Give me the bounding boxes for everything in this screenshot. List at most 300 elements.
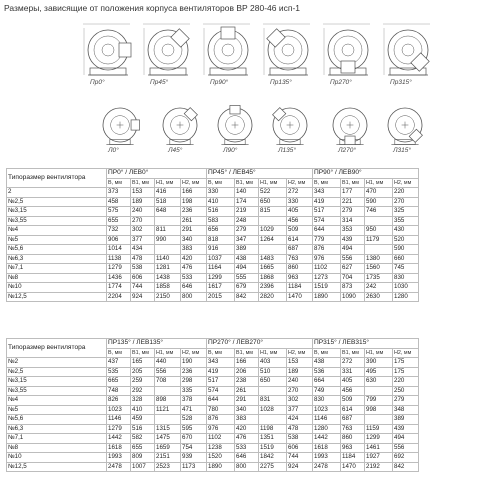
dimension-value-cell: 990 [155, 235, 181, 245]
dimension-value-cell: 614 [287, 235, 313, 245]
fan-size-cell: №7,1 [7, 434, 107, 444]
fan-size-cell: №3,15 [7, 207, 107, 217]
dimension-value-cell: 238 [235, 377, 259, 387]
dimension-value-cell: 1890 [207, 462, 235, 472]
table-row [7, 453, 419, 463]
dimension-value-cell: 348 [393, 405, 419, 415]
dimension-value-cell: 1442 [313, 434, 341, 444]
dimension-value-cell: 424 [287, 415, 313, 425]
table-row [7, 264, 419, 274]
fan-drawing-front [218, 105, 252, 144]
dimension-value-cell: 538 [131, 264, 155, 274]
dimension-value-cell: 410 [207, 197, 235, 207]
dimension-value-cell: 343 [313, 188, 341, 198]
dimension-value-cell: 330 [207, 188, 235, 198]
dimension-value-cell: 259 [131, 377, 155, 387]
dimension-value-cell: 1351 [259, 434, 287, 444]
dimension-value-cell: 343 [207, 358, 235, 368]
dimension-value-cell: 174 [235, 197, 259, 207]
dimension-value-cell: 335 [181, 386, 207, 396]
dimension-value-cell: 476 [181, 264, 207, 274]
dimension-value-cell: 2478 [313, 462, 341, 472]
dimension-value-cell: 430 [393, 226, 419, 236]
fan-size-cell: №5,6 [7, 415, 107, 425]
dimension-value-cell: 1023 [107, 405, 131, 415]
dimension-value-cell: 279 [235, 226, 259, 236]
table-row [7, 207, 419, 217]
dimension-value-cell: 2151 [155, 453, 181, 463]
fan-drawing-front [388, 108, 422, 145]
fan-size-cell: №12,5 [7, 292, 107, 302]
table-row [7, 443, 419, 453]
dimension-value-cell: 291 [181, 226, 207, 236]
dimension-value-cell: 1138 [107, 254, 131, 264]
dimension-value-cell: 198 [181, 197, 207, 207]
dimension-value-cell: 646 [181, 283, 207, 293]
dimension-value-cell [365, 415, 393, 425]
dimension-value-cell: 1617 [207, 283, 235, 293]
dimension-value-cell: 1735 [365, 273, 393, 283]
dimension-value-cell: 1299 [207, 273, 235, 283]
dimension-value-cell: 655 [107, 216, 131, 226]
dimension-value-cell: 1090 [341, 292, 365, 302]
dimension-value-cell: 518 [155, 197, 181, 207]
dimension-value-cell: 876 [313, 245, 341, 255]
dimension-value-cell: 1618 [313, 443, 341, 453]
dimension-value-cell: 860 [341, 434, 365, 444]
dimension-value-cell: 153 [287, 358, 313, 368]
dimension-column-header: B1, мм [131, 178, 155, 188]
dimension-value-cell: 2523 [155, 462, 181, 472]
dimension-value-cell: 818 [207, 235, 235, 245]
dimension-value-cell: 1519 [313, 283, 341, 293]
fan-drawing-side [383, 24, 430, 75]
table-row [7, 424, 419, 434]
dimension-value-cell: 2630 [365, 292, 393, 302]
dimension-column-header: H2, мм [287, 348, 313, 358]
table-corner-header: Типоразмер вентилятора [7, 169, 107, 188]
dimension-value-cell: 528 [181, 415, 207, 425]
dimension-value-cell: 1438 [155, 273, 181, 283]
dimension-value-cell: 664 [313, 377, 341, 387]
dimension-value-cell: 799 [365, 396, 393, 406]
dimension-value-cell: 355 [393, 216, 419, 226]
dimension-value-cell: 494 [341, 245, 365, 255]
dimensions-table-1 [6, 168, 419, 302]
dimension-value-cell: 679 [235, 283, 259, 293]
dimension-value-cell: 495 [365, 367, 393, 377]
dimension-value-cell: 175 [393, 358, 419, 368]
dimension-column-header: B, мм [313, 348, 341, 358]
dimension-value-cell: 646 [235, 453, 259, 463]
dimension-value-cell: 1774 [107, 283, 131, 293]
dimension-value-cell: 1993 [313, 453, 341, 463]
dimension-value-cell: 1121 [155, 405, 181, 415]
dimension-value-cell: 749 [313, 386, 341, 396]
dimension-column-header: H1, мм [259, 348, 287, 358]
fan-size-cell: №8 [7, 273, 107, 283]
dimension-value-cell: 240 [131, 207, 155, 217]
dimension-value-cell: 575 [107, 207, 131, 217]
dimension-value-cell: 800 [181, 292, 207, 302]
dimension-value-cell: 556 [341, 254, 365, 264]
fan-size-cell: №4 [7, 226, 107, 236]
dimension-value-cell: 439 [341, 235, 365, 245]
dimension-column-header: H2, мм [393, 348, 419, 358]
table-row [7, 358, 419, 368]
dimension-value-cell: 272 [287, 188, 313, 198]
dimension-value-cell: 494 [235, 264, 259, 274]
dimension-value-cell [365, 386, 393, 396]
dimension-value-cell: 655 [131, 443, 155, 453]
dimension-value-cell [259, 415, 287, 425]
dimension-column-header: H2, мм [181, 348, 207, 358]
page-title: Размеры, зависящие от положения корпуса вентиляторов ВР 280-46 исп-1 [4, 3, 301, 13]
table-row [7, 245, 419, 255]
dimension-value-cell: 1520 [207, 453, 235, 463]
dimension-value-cell: 1281 [155, 264, 181, 274]
dimension-column-header: B, мм [107, 178, 131, 188]
dimension-value-cell: 291 [235, 396, 259, 406]
dimension-column-header: B1, мм [235, 178, 259, 188]
dimension-column-header: H1, мм [155, 348, 181, 358]
fan-size-cell: №5,6 [7, 245, 107, 255]
fan-drawing-side [323, 24, 370, 75]
dimension-value-cell: 1140 [155, 254, 181, 264]
dimension-value-cell: 494 [393, 434, 419, 444]
dimension-value-cell: 830 [393, 273, 419, 283]
dimension-value-cell: 1890 [313, 292, 341, 302]
dimension-value-cell: 906 [107, 235, 131, 245]
dimension-value-cell: 670 [181, 434, 207, 444]
fan-size-cell: №2,5 [7, 197, 107, 207]
dimension-value-cell: 459 [131, 415, 155, 425]
fan-drawing-front [163, 108, 197, 145]
dimension-value-cell: 1470 [287, 292, 313, 302]
dimension-value-cell: 438 [235, 254, 259, 264]
dimension-value-cell: 220 [393, 188, 419, 198]
dimension-value-cell: 270 [393, 197, 419, 207]
table-row [7, 405, 419, 415]
dimension-value-cell: 976 [313, 254, 341, 264]
dimensions-table-2 [6, 338, 419, 472]
dimension-value-cell: 1198 [259, 424, 287, 434]
dimension-value-cell: 272 [341, 358, 365, 368]
dimension-value-cell: 420 [181, 254, 207, 264]
fan-drawing-label: Пр270° [330, 79, 352, 86]
dimension-value-cell: 416 [155, 188, 181, 198]
dimension-value-cell: 1858 [155, 283, 181, 293]
dimension-value-cell: 437 [107, 358, 131, 368]
dimension-value-cell: 583 [207, 216, 235, 226]
table-row [7, 367, 419, 377]
dimension-value-cell: 590 [365, 197, 393, 207]
dimension-value-cell: 1173 [181, 462, 207, 472]
dimension-value-cell: 876 [207, 415, 235, 425]
fan-size-cell: №10 [7, 453, 107, 463]
table-row [7, 188, 419, 198]
dimension-value-cell: 190 [181, 358, 207, 368]
fan-drawing-label: Пр315° [390, 79, 412, 86]
table-row [7, 197, 419, 207]
dimension-value-cell: 510 [259, 367, 287, 377]
dimension-value-cell: 458 [107, 197, 131, 207]
dimension-value-cell: 476 [235, 434, 259, 444]
dimension-value-cell: 1279 [107, 264, 131, 274]
dimension-value-cell: 1927 [365, 453, 393, 463]
position-group-header: ПР135° / ЛЕВ135° [107, 339, 207, 349]
dimension-value-cell: 389 [393, 415, 419, 425]
table-row [7, 386, 419, 396]
dimension-value-cell: 516 [207, 207, 235, 217]
dimension-value-cell: 1037 [207, 254, 235, 264]
dimension-value-cell: 1475 [155, 434, 181, 444]
dimension-column-header: B1, мм [341, 178, 365, 188]
dimension-value-cell: 763 [341, 424, 365, 434]
dimension-value-cell: 614 [341, 405, 365, 415]
dimension-value-cell: 809 [131, 453, 155, 463]
fan-size-cell: №5 [7, 405, 107, 415]
dimension-value-cell: 860 [287, 264, 313, 274]
dimension-value-cell: 1030 [393, 283, 419, 293]
dimension-value-cell: 898 [155, 396, 181, 406]
dimension-value-cell: 1299 [365, 434, 393, 444]
table-row [7, 283, 419, 293]
table-row [7, 226, 419, 236]
dimension-value-cell: 1483 [259, 254, 287, 264]
dimension-value-cell: 405 [341, 377, 365, 387]
dimension-value-cell [365, 216, 393, 226]
fan-size-cell: №6,3 [7, 424, 107, 434]
dimension-value-cell: 748 [107, 386, 131, 396]
dimension-value-cell: 153 [131, 188, 155, 198]
dimension-value-cell: 410 [131, 405, 155, 415]
table-row [7, 235, 419, 245]
fan-drawing-side [83, 24, 131, 75]
dimension-value-cell: 248 [235, 216, 259, 226]
fan-drawing-side [203, 24, 250, 75]
dimension-value-cell: 687 [341, 415, 365, 425]
fan-drawing-front [333, 108, 367, 145]
dimension-value-cell [365, 245, 393, 255]
dimension-value-cell: 2396 [259, 283, 287, 293]
dimension-value-cell: 1164 [207, 264, 235, 274]
dimension-value-cell: 1184 [287, 283, 313, 293]
dimension-value-cell: 377 [131, 235, 155, 245]
dimension-value-cell: 842 [235, 292, 259, 302]
dimension-column-header: H2, мм [181, 178, 207, 188]
fan-drawing-label: Л270° [338, 147, 357, 155]
dimension-value-cell: 950 [365, 226, 393, 236]
fan-drawing-label: Пр90° [210, 79, 229, 86]
dimension-value-cell: 704 [341, 273, 365, 283]
dimension-value-cell: 538 [287, 434, 313, 444]
dimension-value-cell: 340 [181, 235, 207, 245]
dimension-value-cell: 831 [259, 396, 287, 406]
table-row [7, 415, 419, 425]
dimension-value-cell: 292 [131, 386, 155, 396]
dimension-value-cell: 456 [341, 386, 365, 396]
dimension-column-header: H1, мм [365, 348, 393, 358]
dimension-value-cell: 325 [393, 207, 419, 217]
position-group-header: ПР270° / ЛЕВ270° [207, 339, 313, 349]
position-group-header: ПР45° / ЛЕВ45° [207, 169, 313, 179]
dimension-value-cell: 644 [313, 226, 341, 236]
dimension-value-cell: 873 [341, 283, 365, 293]
table-row [7, 292, 419, 302]
dimension-value-cell: 1618 [107, 443, 131, 453]
fan-size-cell: №8 [7, 443, 107, 453]
dimension-value-cell: 478 [131, 254, 155, 264]
dimension-value-cell: 439 [393, 424, 419, 434]
fan-drawing-label: Л45° [168, 147, 183, 155]
dimension-column-header: H1, мм [365, 178, 393, 188]
dimension-column-header: B, мм [207, 178, 235, 188]
dimension-value-cell: 242 [365, 283, 393, 293]
dimension-value-cell: 533 [181, 273, 207, 283]
fan-size-cell: №3,55 [7, 216, 107, 226]
dimension-value-cell: 240 [287, 377, 313, 387]
dimension-value-cell: 1279 [107, 424, 131, 434]
fan-size-cell: №3,55 [7, 386, 107, 396]
dimension-value-cell: 660 [393, 254, 419, 264]
dimension-value-cell: 478 [287, 424, 313, 434]
dimension-value-cell: 522 [259, 188, 287, 198]
dimension-value-cell: 745 [393, 264, 419, 274]
dimension-value-cell: 665 [107, 377, 131, 387]
dimension-value-cell: 440 [155, 358, 181, 368]
dimension-value-cell: 800 [235, 462, 259, 472]
dimension-value-cell: 1159 [365, 424, 393, 434]
dimension-value-cell: 165 [131, 358, 155, 368]
dimension-value-cell: 1993 [107, 453, 131, 463]
dimension-value-cell: 1028 [259, 405, 287, 415]
dimension-value-cell: 744 [131, 283, 155, 293]
dimension-value-cell: 347 [235, 235, 259, 245]
dimension-value-cell: 1007 [131, 462, 155, 472]
dimension-value-cell: 830 [313, 396, 341, 406]
dimension-value-cell: 535 [107, 367, 131, 377]
dimension-value-cell: 692 [393, 453, 419, 463]
dimension-value-cell: 590 [393, 245, 419, 255]
dimension-value-cell: 1280 [393, 292, 419, 302]
table-corner-header: Типоразмер вентилятора [7, 339, 107, 358]
dimension-value-cell: 302 [131, 226, 155, 236]
dimension-value-cell: 373 [107, 188, 131, 198]
dimension-value-cell: 1023 [313, 405, 341, 415]
dimension-value-cell [155, 216, 181, 226]
dimension-value-cell: 1102 [207, 434, 235, 444]
dimension-value-cell: 2275 [259, 462, 287, 472]
fan-drawing-label: Л135° [278, 147, 297, 155]
fan-position-drawings [60, 14, 500, 164]
dimension-value-cell: 1470 [341, 462, 365, 472]
dimension-value-cell: 250 [393, 386, 419, 396]
dimension-value-cell: 916 [207, 245, 235, 255]
dimension-value-cell: 1659 [155, 443, 181, 453]
position-group-header: ПР315° / ЛЕВ315° [313, 339, 419, 349]
dimension-value-cell: 383 [181, 245, 207, 255]
dimension-value-cell: 189 [131, 197, 155, 207]
dimension-column-header: B1, мм [341, 348, 365, 358]
dimension-value-cell: 456 [287, 216, 313, 226]
fan-size-cell: №5 [7, 235, 107, 245]
dimension-value-cell: 419 [313, 197, 341, 207]
dimension-value-cell: 648 [155, 207, 181, 217]
dimension-value-cell: 177 [341, 188, 365, 198]
dimension-value-cell: 595 [181, 424, 207, 434]
dimension-value-cell: 331 [341, 367, 365, 377]
dimension-value-cell: 205 [131, 367, 155, 377]
dimension-value-cell: 420 [235, 424, 259, 434]
dimension-value-cell: 939 [181, 453, 207, 463]
table-row [7, 254, 419, 264]
dimension-value-cell: 826 [107, 396, 131, 406]
dimension-value-cell: 378 [181, 396, 207, 406]
position-group-header: ПР90° / ЛЕВ90° [313, 169, 419, 179]
dimension-value-cell: 1842 [259, 453, 287, 463]
dimension-value-cell: 2015 [207, 292, 235, 302]
dimension-value-cell: 1280 [313, 424, 341, 434]
dimension-value-cell: 261 [235, 386, 259, 396]
table-row [7, 434, 419, 444]
dimension-value-cell: 656 [207, 226, 235, 236]
dimension-value-cell: 606 [287, 443, 313, 453]
fan-drawing-label: Л315° [393, 147, 412, 155]
dimension-value-cell: 744 [287, 453, 313, 463]
dimension-value-cell: 1179 [365, 235, 393, 245]
table-row [7, 396, 419, 406]
dimension-value-cell: 1665 [259, 264, 287, 274]
dimension-column-header: B1, мм [235, 348, 259, 358]
dimension-column-header: B, мм [313, 178, 341, 188]
fan-drawing-label: Л90° [223, 147, 238, 155]
dimension-value-cell: 140 [235, 188, 259, 198]
dimension-value-cell: 403 [259, 358, 287, 368]
dimension-value-cell: 811 [155, 226, 181, 236]
dimension-value-cell: 2192 [365, 462, 393, 472]
dimension-value-cell: 1461 [365, 443, 393, 453]
dimension-value-cell: 1029 [259, 226, 287, 236]
fan-size-cell: №4 [7, 396, 107, 406]
dimension-value-cell: 763 [287, 254, 313, 264]
dimension-value-cell [259, 245, 287, 255]
dimension-value-cell: 815 [259, 207, 287, 217]
dimension-value-cell: 1102 [313, 264, 341, 274]
dimension-value-cell: 236 [181, 367, 207, 377]
dimension-value-cell: 175 [393, 367, 419, 377]
dimension-value-cell: 1519 [259, 443, 287, 453]
dimension-value-cell: 221 [341, 197, 365, 207]
dimension-value-cell: 687 [287, 245, 313, 255]
dimension-value-cell: 627 [341, 264, 365, 274]
fan-drawing-side [143, 24, 190, 75]
dimension-value-cell: 1014 [107, 245, 131, 255]
table-row [7, 377, 419, 387]
dimension-value-cell [259, 386, 287, 396]
fan-size-cell: №2 [7, 358, 107, 368]
dimension-value-cell: 434 [131, 245, 155, 255]
fan-drawing-side [263, 24, 310, 75]
dimension-value-cell: 166 [235, 358, 259, 368]
dimension-value-cell: 390 [365, 358, 393, 368]
dimension-value-cell: 1868 [259, 273, 287, 283]
dimension-value-cell: 779 [313, 235, 341, 245]
dimension-column-header: H1, мм [259, 178, 287, 188]
dimension-value-cell: 1264 [259, 235, 287, 245]
dimension-column-header: B, мм [207, 348, 235, 358]
table-row [7, 273, 419, 283]
